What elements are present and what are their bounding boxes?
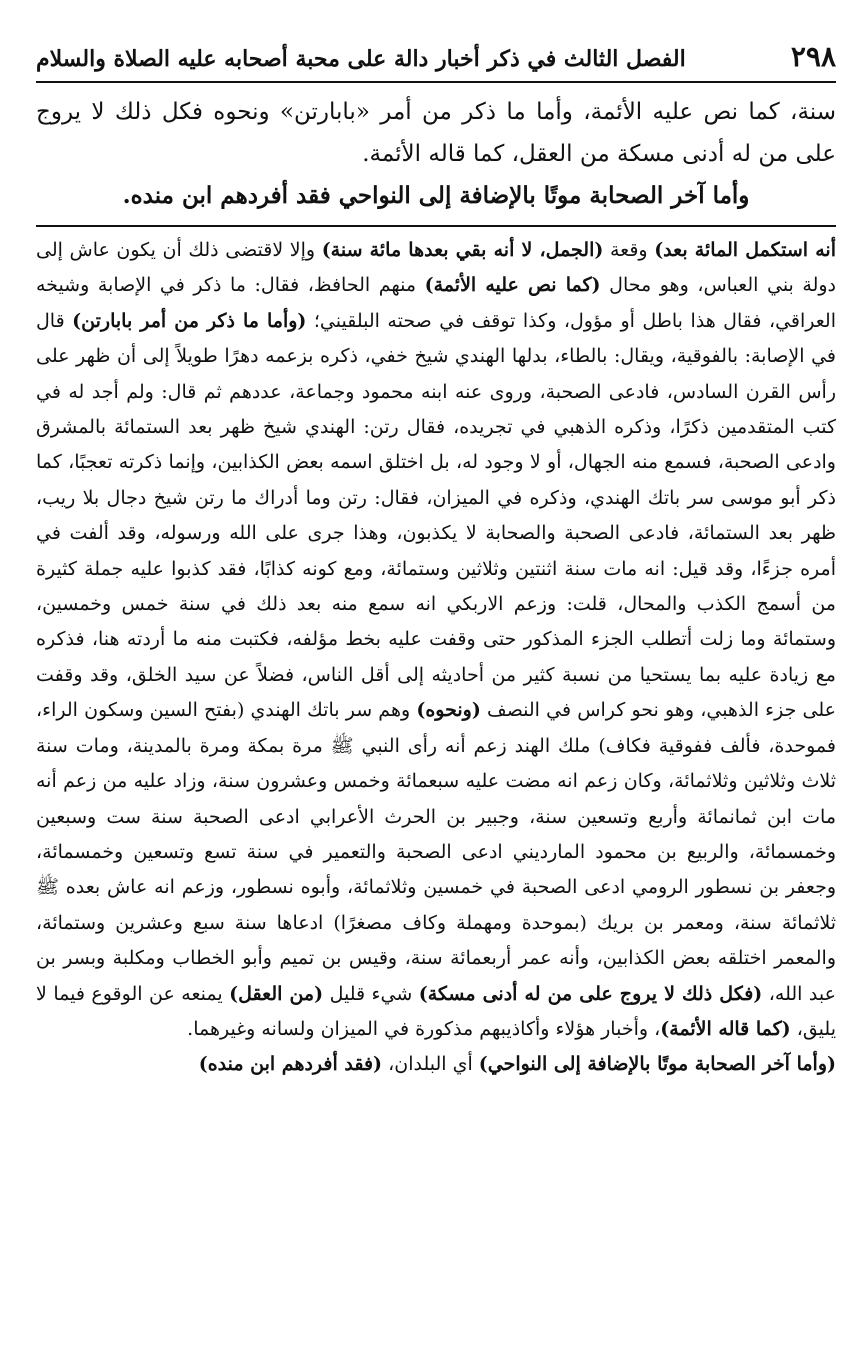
quoted-phrase: أنه استكمل المائة بعد) <box>654 239 836 261</box>
quoted-phrase: (الجمل، لا أنه بقي بعدها مائة سنة) <box>321 239 604 261</box>
page-header <box>36 40 836 83</box>
quoted-phrase: (ونحوه) <box>416 699 481 722</box>
quoted-phrase: (وأما آخر الصحابة موتًا بالإضافة إلى النواحي) <box>478 1053 836 1076</box>
quoted-phrase: (فكل ذلك لا يروج على من له أدنى مسكة) <box>418 982 763 1005</box>
main-text-paragraph: سنة، كما نص عليه الأئمة، وأما ما ذكر من أمر «بابارتن» ونحوه فكل ذلك لا يروج على من له أدنى مسكة من العقل، كما قاله الأئمة. <box>36 99 836 167</box>
commentary-text: شيء قليل <box>323 982 419 1005</box>
quoted-phrase: (من العقل) <box>229 982 324 1005</box>
separator-rule <box>36 225 836 227</box>
commentary-text: وإلا لاقتضى ذلك أن يكون عاش إلى دولة بني العباس، وهو محال <box>36 239 837 297</box>
commentary-text: منهم الحافظ، فقال: ما ذكر في الإصابة وشيخه العراقي، فقال هذا باطل أو مؤول، وكذا توقف في صحته البلقيني؛ <box>36 274 836 332</box>
quoted-phrase: (كما قاله الأئمة) <box>660 1017 791 1040</box>
quoted-phrase: (فقد أفردهم ابن منده) <box>198 1053 383 1076</box>
commentary-text: وقعة <box>603 239 655 261</box>
book-page <box>36 40 836 1083</box>
commentary-paragraph <box>36 233 836 1047</box>
main-text-closing-line: وأما آخر الصحابة موتًا بالإضافة إلى النواحي فقد أفردهم ابن منده. <box>122 182 750 209</box>
quoted-phrase: (كما نص عليه الأئمة) <box>424 274 601 297</box>
commentary-text: ، وأخبار هؤلاء وأكاذيبهم مذكورة في الميزان ولسانه وغيرهما. <box>187 1017 661 1040</box>
commentary <box>36 233 836 1083</box>
commentary-text: قال في الإصابة: بالفوقية، ويقال: بالطاء، بدلها الهندي شيخ خفي، ذكره بزعمه دهرًا طويلاً إلى أن ظهر على رأس القرن السادس، فادعى الصحبة، وروى عنه ابنه محمود وجماعة، عددهم ثم قال: ولم أجد له في كتب المتقدمين ذكرًا، وذكره الذهبي في تجريده، فقال رتن: الهندي شيخ ظهر بعد الستمائة بالمشرق وادعى الصحبة، فسمع منه الجهال، أو لا وجود له، بل اختلق اسمه بعض الكذابين، وإنما ذكرته تعجبًا، كما ذكر أبو موسى سر باتك الهندي، وذكره في الميزان، فقال: رتن وما أدراك ما رتن شيخ دجال بلا ريب، ظهر بعد الستمائة، فادعى الصحبة والصحابة لا يكذبون، وهذا جرى على الله ورسوله، وقد ألفت في أمره جزءًا، وقد قيل: انه مات سنة اثنتين وثلاثين وستمائة، ومع كونه كذابًا، فقد كذبوا عليه جملة كثيرة من أسمج الكذب والمحال، قلت: وزعم الاربكي انه سمع منه بعد ذلك في سنة خمس وخمسين، وستمائة وما زلت أتطلب الجزء المذكور حتى وقفت عليه بخط مؤلفه، فكتبت منه ما أردته هنا، فذكره مع زيادة عليه بما يستحيا من نسبة كثير من أحاديثه إلى أقل الناس، فضلاً عن سيد الخلق، وقد وقفت على جزء الذهبي، وهو نحو كراس في النصف <box>36 309 836 722</box>
commentary-text: وهم سر باتك الهندي (بفتح السين وسكون الراء، فموحدة، فألف ففوقية فكاف) ملك الهند زعم أنه رأى النبي ﷺ مرة بمكة ومرة بالمدينة، ومات سنة ثلاث وثلاثين وثلاثمائة، وكان زعم انه مضت عليه سبعمائة وخمس وعشرون سنة، وزاد عليه من زعم أنه مات ابن ثمانمائة وأربع وتسعين سنة، وجبير بن الحرث الأعرابي ادعى الصحبة سنة ست وسبعين وخمسمائة، والربيع بن محمود المارديني ادعى الصحبة والتعمير في سنة تسع وتسعين وخمسمائة، وجعفر بن نسطور الرومي ادعى الصحبة في خمسين وثلاثمائة، وأبوه نسطور، وزعم انه عاش بعده ﷺ ثلاثمائة سنة، ومعمر بن بريك (بموحدة ومهملة وكاف مصغرًا) ادعاها سنة سبع وعشرين وستمائة، والمعمر اختلقه بعض الكذابين، وأنه عمر أربعمائة سنة، وقيس بن تميم وأبو الخطاب ومكلبة وبسر بن عبد الله، <box>36 699 836 1005</box>
quoted-phrase: (وأما ما ذكر من أمر بابارتن) <box>72 309 307 332</box>
commentary-text: يمنعه عن الوقوع فيما لا يليق، <box>36 982 836 1040</box>
commentary-text: أي البلدان، <box>382 1053 479 1076</box>
running-title: الفصل الثالث في ذكر أخبار دالة على محبة أصحابه عليه الصلاة والسلام <box>36 46 686 72</box>
page-number: ٢٩٨ <box>790 40 836 73</box>
main-text <box>36 91 836 221</box>
commentary-paragraph <box>36 1047 836 1082</box>
